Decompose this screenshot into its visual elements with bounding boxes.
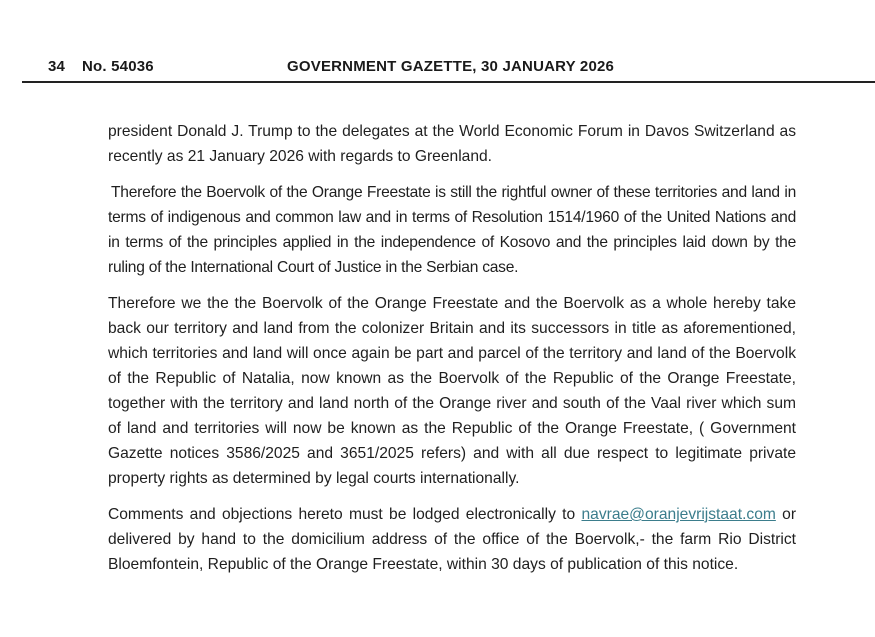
issue-number: No. 54036 — [82, 58, 154, 75]
paragraph-4 — [108, 502, 796, 577]
paragraph-2 — [108, 180, 796, 280]
page-number: 34 — [48, 58, 66, 75]
paragraph-4-rest: or delivered by hand to the domicilium address of the office of the Boervolk,- the farm Rio District Bloemfontein, Republic of the Orange Freestate, within 30 days of publication of this notice. — [108, 506, 797, 573]
notice-body — [108, 119, 796, 588]
paragraph-4-intro: Comments and objections hereto must be lodged electronically to — [108, 506, 582, 523]
header-divider — [22, 81, 875, 83]
paragraph-3: Therefore we the the Boervolk of the Orange Freestate and the Boervolk as a whole hereby take back our territory and land from the colonizer Britain and its successors in title as aforementioned, which territories and land will once again be part and parcel of the territory and land of the Boervolk of the Republic of Natalia, now known as the Boervolk of the Republic of the Orange Freestate, together with the territory and land north of the Orange river and south of the Vaal river which sum of land and territories will now be known as the Republic of the Orange Freestate, ( Government Gazette notices 3586/2025 and 3651/2025 refers) and with all due respect to legitimate private property rights as determined by legal courts internationally. — [108, 295, 796, 487]
email-link[interactable]: navrae@oranjevrijstaat.com — [581, 506, 776, 523]
paragraph-1: president Donald J. Trump to the delegates at the World Economic Forum in Davos Switzerland as recently as 21 January 2026 with regards to Greenland. — [108, 123, 796, 165]
paragraph-2-text: Therefore the Boervolk of the Orange Freestate is still the rightful owner of these territories and land in terms of indigenous and common law and in terms of Resolution 1514/1960 of the United Nations and in terms of the principles applied in the independence of Kosovo and the principles laid down by the ruling of the International Court of Justice in the Serbian case. — [108, 184, 796, 276]
publication-title: GOVERNMENT GAZETTE, 30 JANUARY 2026 — [287, 58, 615, 75]
page-header — [0, 0, 875, 84]
